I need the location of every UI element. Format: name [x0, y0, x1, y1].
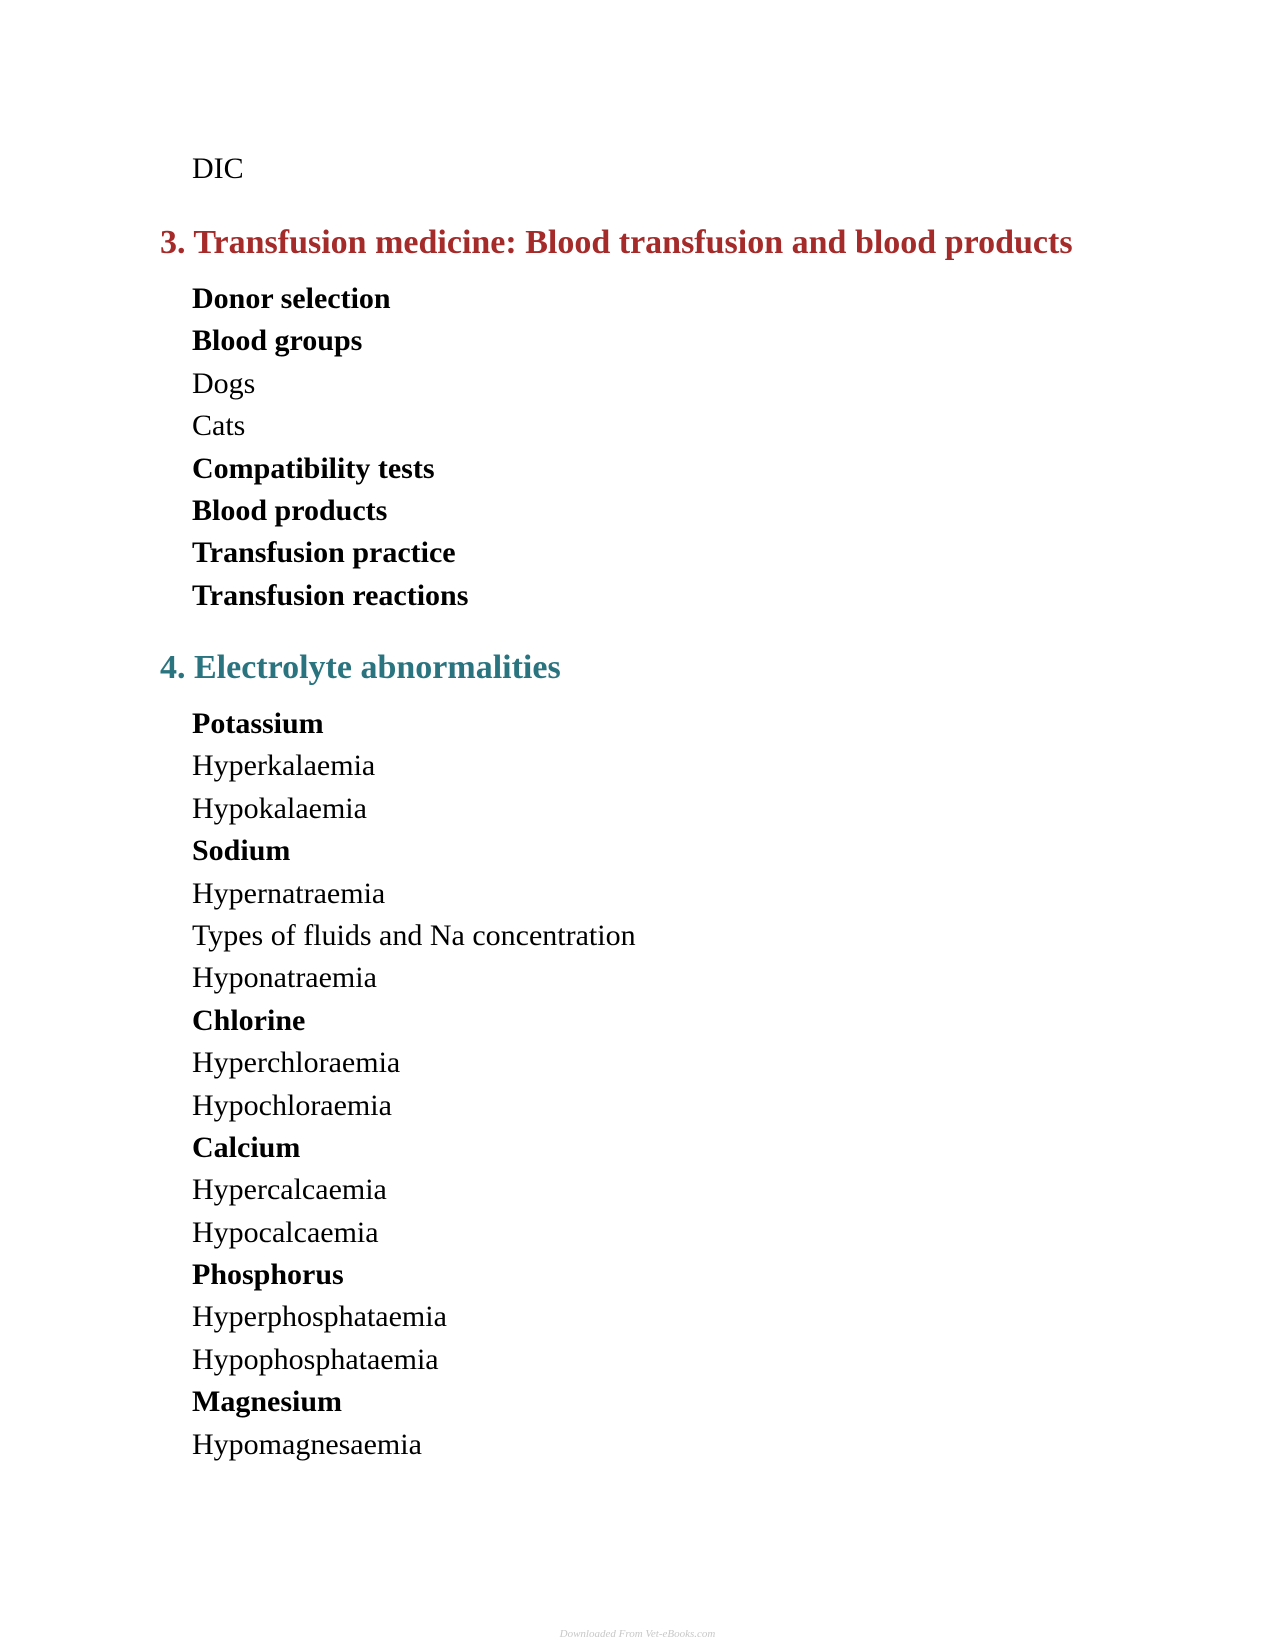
toc-subheading[interactable]: Potassium — [192, 707, 324, 740]
toc-entry[interactable]: Dogs — [192, 366, 256, 400]
toc-entry[interactable]: Hypocalcaemia — [192, 1215, 379, 1249]
toc-entry[interactable]: Hyponatraemia — [192, 961, 377, 995]
toc-entry[interactable]: Hypercalcaemia — [192, 1173, 387, 1207]
section-title[interactable]: 3. Transfusion medicine: Blood transfusion and blood products — [160, 224, 1073, 261]
toc-subheading[interactable]: Blood products — [192, 493, 388, 527]
toc-subheading[interactable]: Calcium — [192, 1130, 301, 1164]
section-title[interactable]: 4. Electrolyte abnormalities — [160, 649, 561, 686]
toc-entry[interactable]: Cats — [192, 409, 246, 443]
toc-subheading[interactable]: Donor selection — [192, 282, 391, 315]
toc-list — [160, 278, 1220, 617]
toc-subheading[interactable]: Compatibility tests — [192, 451, 435, 485]
section-electrolyte-abnormalities — [160, 647, 1220, 1466]
toc-subheading[interactable]: Magnesium — [192, 1385, 342, 1419]
toc-subheading[interactable]: Transfusion reactions — [192, 578, 469, 612]
footer-watermark: Downloaded From Vet-eBooks.com — [559, 1628, 716, 1640]
toc-list — [160, 703, 1220, 1466]
toc-subheading[interactable]: Chlorine — [192, 1003, 306, 1037]
toc-subheading[interactable]: Transfusion practice — [192, 536, 456, 570]
toc-entry[interactable]: Hyperchloraemia — [192, 1046, 401, 1080]
toc-subheading[interactable]: Blood groups — [192, 324, 363, 358]
toc-subheading[interactable]: Phosphorus — [192, 1258, 344, 1292]
toc-entry[interactable]: Hypochloraemia — [192, 1088, 392, 1122]
toc-entry[interactable]: Hypomagnesaemia — [192, 1427, 422, 1461]
toc-item-dic[interactable]: DIC — [192, 152, 244, 185]
toc-subheading[interactable]: Sodium — [192, 834, 291, 868]
toc-entry[interactable]: Hypernatraemia — [192, 876, 386, 910]
toc-entry[interactable]: Hyperkalaemia — [192, 749, 376, 783]
toc-entry[interactable]: Hypophosphataemia — [192, 1342, 439, 1376]
toc-entry[interactable]: Hyperphosphataemia — [192, 1300, 447, 1334]
section-transfusion-medicine — [160, 222, 1220, 617]
toc-entry[interactable]: Types of fluids and Na concentration — [192, 918, 636, 952]
toc-entry[interactable]: Hypokalaemia — [192, 791, 367, 825]
